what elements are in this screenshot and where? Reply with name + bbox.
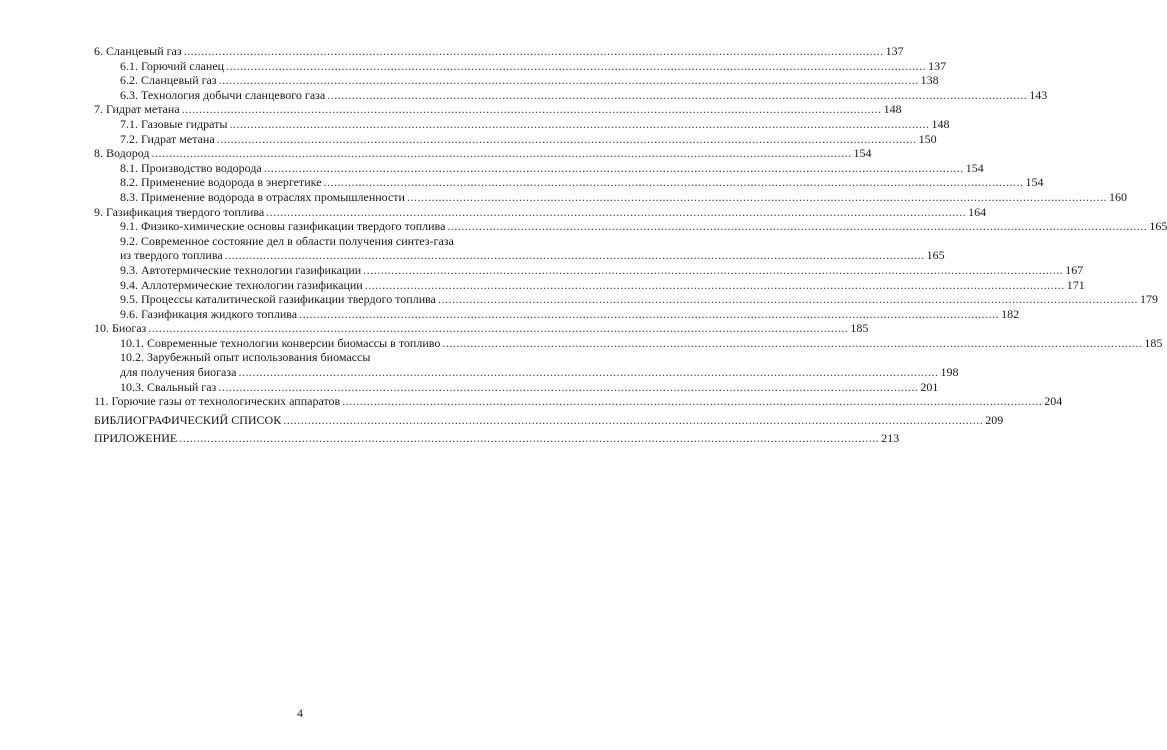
toc-entry-page: 165 [1149, 219, 1167, 234]
toc-section-entry [94, 73, 939, 88]
toc-entry-page: 148 [883, 102, 902, 117]
toc-section-entry [94, 262, 1084, 278]
toc-entry-title: 8. Водород [94, 146, 150, 161]
toc-chapter-entry [94, 44, 904, 59]
toc-leader-dots: ........................................................................................................................................................................................................ [266, 204, 967, 219]
toc-entry-page: 182 [1001, 306, 1020, 321]
toc-entry-page: 160 [1108, 189, 1127, 204]
toc-entry-title: 7.1. Газовые гидраты [120, 116, 228, 131]
toc-section-entry [94, 292, 1158, 307]
toc-entry-title: 11. Горючие газы от технологических аппаратов [94, 394, 341, 409]
toc-chapter-entry [94, 394, 1063, 409]
toc-entry-title: 6.2. Сланцевый газ [120, 73, 217, 88]
toc-entry-title: 6.1. Горючий сланец [120, 58, 225, 73]
toc-leader-dots: ........................................................................................................................................................................................................ [342, 394, 1043, 409]
toc-chapter-entry [94, 204, 987, 220]
toc-leader-dots: ........................................................................................................................................................................................................ [364, 277, 1065, 292]
toc-entry-page: 198 [940, 365, 959, 380]
toc-entry-page: 201 [920, 379, 939, 394]
toc-section-entry [94, 189, 1127, 205]
toc-entry-title: БИБЛИОГРАФИЧЕСКИЙ СПИСОК [94, 412, 282, 427]
toc-chapter-entry [94, 431, 900, 446]
toc-leader-dots: ........................................................................................................................................................................................................ [238, 365, 939, 380]
toc-section-entry [94, 116, 950, 132]
toc-entry-title-line: 10.2. Зарубежный опыт использования биомассы [120, 350, 371, 365]
toc-leader-dots: ........................................................................................................................................................................................................ [179, 431, 880, 446]
page-number: 4 [297, 706, 303, 720]
toc-leader-dots: ........................................................................................................................................................................................................ [323, 175, 1024, 190]
toc-entry-title: 6. Сланцевый газ [94, 44, 182, 58]
toc-section-entry [94, 131, 937, 147]
toc-leader-dots: ........................................................................................................................................................................................................ [437, 292, 1138, 307]
toc-leader-dots: ........................................................................................................................................................................................................ [216, 131, 917, 146]
toc-entry-page: 171 [1066, 277, 1085, 292]
toc-section-entry [94, 277, 1085, 293]
toc-leader-dots: ........................................................................................................................................................................................................ [283, 412, 984, 427]
toc-section-entry [94, 379, 939, 395]
toc-entry-page: 154 [965, 160, 984, 175]
toc-section-entry [94, 306, 1020, 322]
toc-entry-title: 6.3. Технология добычи сланцевого газа [120, 87, 326, 102]
toc-entry-page: 209 [985, 412, 1004, 427]
toc-entry-title: 9.6. Газификация жидкого топлива [120, 306, 298, 321]
toc-section-entry [94, 365, 959, 380]
toc-section-entry [94, 335, 1163, 351]
toc-entry-page: 167 [1065, 262, 1084, 277]
toc-entry-title: для получения биогаза [120, 365, 237, 380]
toc-chapter-entry [94, 146, 872, 161]
toc-leader-dots: ........................................................................................................................................................................................................ [148, 321, 849, 336]
toc-entry-page: 165 [926, 248, 945, 263]
toc-chapter-entry [94, 102, 902, 117]
toc-leader-dots: ........................................................................................................................................................................................................ [363, 262, 1064, 277]
toc-entry-title: 9.5. Процессы каталитической газификации твердого топлива [120, 292, 436, 307]
toc-section-entry [94, 58, 947, 74]
toc-entry-title: 8.3. Применение водорода в отраслях промышленности [120, 189, 405, 204]
toc-entry-title: 7. Гидрат метана [94, 102, 180, 117]
toc-entry-page: 185 [850, 321, 869, 336]
toc-leader-dots: ........................................................................................................................................................................................................ [181, 102, 882, 117]
toc-chapter-entry [94, 412, 1004, 428]
toc-leader-dots: ........................................................................................................................................................................................................ [151, 146, 852, 161]
toc-leader-dots: ........................................................................................................................................................................................................ [218, 73, 919, 88]
table-of-contents [94, 44, 1167, 446]
toc-leader-dots: ........................................................................................................................................................................................................ [226, 58, 927, 73]
toc-leader-dots: ........................................................................................................................................................................................................ [299, 306, 1000, 321]
toc-leader-dots: ........................................................................................................................................................................................................ [183, 44, 884, 58]
toc-entry-title: 9.4. Аллотермические технологии газификации [120, 277, 363, 292]
toc-entry-title-line: 9.2. Современное состояние дел в области получения синтез-газа [120, 233, 454, 248]
toc-entry-title: ПРИЛОЖЕНИЕ [94, 431, 178, 446]
toc-entry-title: 8.2. Применение водорода в энергетике [120, 175, 322, 190]
toc-leader-dots: ........................................................................................................................................................................................................ [229, 116, 930, 131]
toc-leader-dots: ........................................................................................................................................................................................................ [218, 379, 919, 394]
toc-entry-title: 10.3. Свальный газ [120, 379, 217, 394]
toc-entry-page: 179 [1139, 292, 1158, 307]
toc-leader-dots: ........................................................................................................................................................................................................ [327, 87, 1028, 102]
toc-leader-dots: ........................................................................................................................................................................................................ [263, 160, 964, 175]
toc-entry-page: 185 [1144, 335, 1163, 350]
toc-entry-page: 137 [928, 58, 947, 73]
toc-entry-page: 154 [853, 146, 872, 161]
toc-leader-dots: ........................................................................................................................................................................................................ [406, 189, 1107, 204]
toc-section-entry [94, 248, 945, 263]
toc-entry-page: 164 [968, 204, 987, 219]
toc-entry-title: 7.2. Гидрат метана [120, 131, 215, 146]
toc-entry-title: 10. Биогаз [94, 321, 147, 336]
toc-entry-title: 8.1. Производство водорода [120, 160, 262, 175]
toc-entry-page: 143 [1029, 87, 1048, 102]
toc-entry-page: 213 [881, 431, 900, 446]
toc-chapter-entry [94, 321, 869, 336]
toc-entry-page: 137 [885, 44, 904, 58]
toc-leader-dots: ........................................................................................................................................................................................................ [447, 219, 1148, 234]
toc-entry-page: 154 [1025, 175, 1044, 190]
toc-entry-page: 148 [931, 116, 950, 131]
toc-entry-title: 9.1. Физико-химические основы газификации твердого топлива [120, 219, 446, 234]
toc-section-entry [94, 175, 1044, 190]
toc-entry-title: 9. Газификация твердого топлива [94, 204, 265, 219]
toc-entry-title: 10.1. Современные технологии конверсии биомассы в топливо [120, 335, 441, 350]
toc-section-entry [94, 219, 1167, 234]
toc-section-entry [94, 87, 1048, 103]
toc-section-entry [94, 160, 984, 176]
toc-leader-dots: ........................................................................................................................................................................................................ [224, 248, 925, 263]
toc-entry-title: из твердого топлива [120, 248, 223, 263]
toc-entry-page: 138 [920, 73, 939, 88]
toc-leader-dots: ........................................................................................................................................................................................................ [442, 335, 1143, 350]
toc-entry-page: 150 [918, 131, 937, 146]
toc-entry-title: 9.3. Автотермические технологии газификации [120, 262, 362, 277]
toc-entry-page: 204 [1044, 394, 1063, 409]
